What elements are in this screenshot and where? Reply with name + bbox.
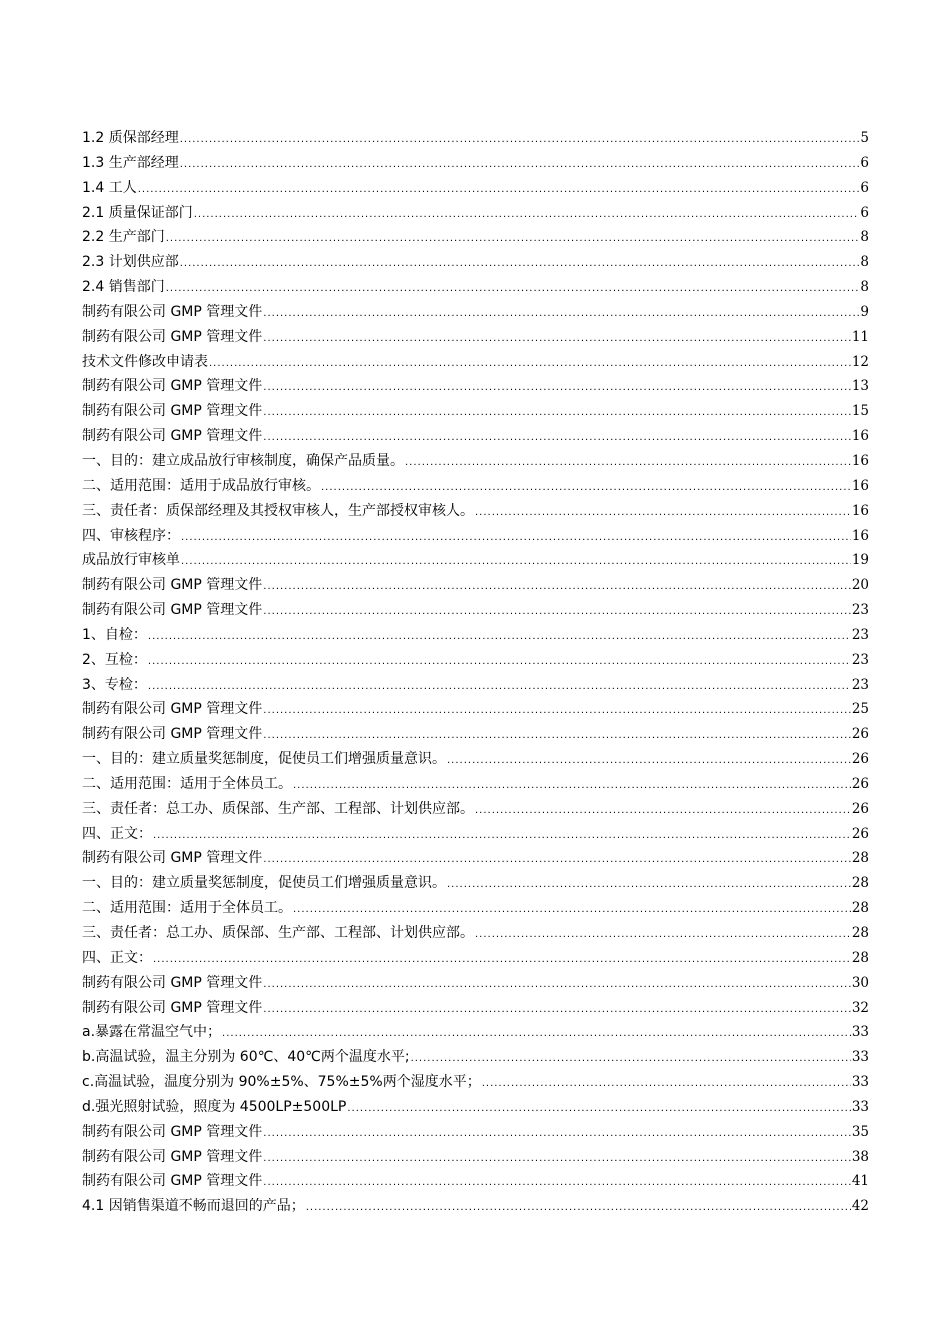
toc-entry-page-number: 16 xyxy=(851,452,869,469)
toc-dot-leader xyxy=(447,873,851,898)
toc-entry[interactable] xyxy=(82,971,869,996)
toc-entry-page-number: 32 xyxy=(851,999,869,1016)
toc-entry[interactable] xyxy=(82,722,869,747)
toc-dot-leader xyxy=(194,203,860,228)
toc-dot-leader xyxy=(475,923,851,948)
toc-entry-page-number: 8 xyxy=(860,279,869,296)
toc-entry-page-number: 6 xyxy=(860,204,869,221)
toc-entry-page-number: 33 xyxy=(851,1024,869,1041)
toc-entry[interactable] xyxy=(82,673,869,698)
toc-entry-page-number: 13 xyxy=(851,378,869,395)
toc-entry-page-number: 16 xyxy=(851,477,869,494)
toc-entry-page-number: 35 xyxy=(851,1123,869,1140)
toc-entry-title: b.高温试验，温主分别为 60℃、40℃两个温度水平; xyxy=(82,1049,410,1066)
toc-entry-title: 制药有限公司 GMP 管理文件 xyxy=(82,1123,263,1140)
toc-entry-title: 技术文件修改申请表 xyxy=(82,353,208,370)
toc-entry-title: 制药有限公司 GMP 管理文件 xyxy=(82,328,263,345)
toc-dot-leader xyxy=(263,600,851,625)
toc-entry[interactable] xyxy=(82,747,869,772)
toc-dot-leader xyxy=(306,1196,851,1221)
toc-dot-leader xyxy=(263,1122,851,1147)
toc-entry-page-number: 12 xyxy=(851,353,869,370)
toc-entry[interactable] xyxy=(82,1045,869,1070)
toc-entry-title: 1、自检： xyxy=(82,626,147,643)
toc-entry-title: 2.3 计划供应部 xyxy=(82,254,179,271)
toc-entry-page-number: 16 xyxy=(851,527,869,544)
toc-entry-page-number: 23 xyxy=(851,676,869,693)
toc-entry-title: 制药有限公司 GMP 管理文件 xyxy=(82,974,263,991)
toc-dot-leader xyxy=(263,848,851,873)
toc-entry[interactable] xyxy=(82,374,869,399)
toc-dot-leader xyxy=(475,501,851,526)
toc-entry[interactable] xyxy=(82,300,869,325)
toc-dot-leader xyxy=(263,699,851,724)
toc-entry[interactable] xyxy=(82,946,869,971)
toc-entry-page-number: 15 xyxy=(851,403,869,420)
toc-entry[interactable] xyxy=(82,151,869,176)
toc-entry-title: 制药有限公司 GMP 管理文件 xyxy=(82,850,263,867)
toc-dot-leader xyxy=(181,526,851,551)
toc-entry[interactable] xyxy=(82,697,869,722)
toc-entry[interactable] xyxy=(82,126,869,151)
toc-dot-leader xyxy=(411,1047,851,1072)
toc-entry-title: 三、责任者：总工办、质保部、生产部、工程部、计划供应部。 xyxy=(82,925,474,941)
toc-entry-page-number: 23 xyxy=(851,651,869,668)
toc-dot-leader xyxy=(153,824,851,849)
toc-entry[interactable] xyxy=(82,275,869,300)
toc-dot-leader xyxy=(263,1147,851,1172)
toc-entry[interactable] xyxy=(82,1095,869,1120)
toc-entry-title: c.高温试验，温度分别为 90%±5%、75%±5%两个湿度水平； xyxy=(82,1074,481,1091)
toc-entry-title: 制药有限公司 GMP 管理文件 xyxy=(82,726,263,743)
toc-entry-title: 二、适用范围：适用于成品放行审核。 xyxy=(82,477,320,494)
toc-dot-leader xyxy=(263,575,851,600)
toc-entry-title: 四、审核程序： xyxy=(82,527,180,544)
toc-dot-leader xyxy=(153,948,851,973)
toc-entry-title: 制药有限公司 GMP 管理文件 xyxy=(82,577,263,594)
toc-entry[interactable] xyxy=(82,1070,869,1095)
toc-entry-page-number: 42 xyxy=(851,1198,869,1215)
toc-entry[interactable] xyxy=(82,499,869,524)
toc-entry-title: 制药有限公司 GMP 管理文件 xyxy=(82,303,263,320)
toc-entry-page-number: 6 xyxy=(860,179,869,196)
toc-entry-page-number: 26 xyxy=(851,726,869,743)
toc-entry[interactable] xyxy=(82,846,869,871)
toc-dot-leader xyxy=(166,277,860,302)
toc-entry-page-number: 38 xyxy=(851,1148,869,1165)
toc-entry[interactable] xyxy=(82,996,869,1021)
toc-entry[interactable] xyxy=(82,598,869,623)
toc-entry-title: 制药有限公司 GMP 管理文件 xyxy=(82,701,263,718)
toc-entry[interactable] xyxy=(82,399,869,424)
toc-dot-leader xyxy=(263,327,851,352)
toc-entry-page-number: 23 xyxy=(851,626,869,643)
toc-entry[interactable] xyxy=(82,1145,869,1170)
toc-entry[interactable] xyxy=(82,449,869,474)
toc-entry[interactable] xyxy=(82,325,869,350)
toc-entry-title: 一、目的：建立质量奖惩制度，促使员工们增强质量意识。 xyxy=(82,875,446,892)
toc-entry-title: d.强光照射试验，照度为 4500LP±500LP xyxy=(82,1098,347,1115)
toc-entry-page-number: 8 xyxy=(860,229,869,246)
toc-dot-leader xyxy=(180,128,860,153)
toc-dot-leader xyxy=(475,799,851,824)
toc-entry-title: 成品放行审核单 xyxy=(82,552,180,569)
toc-entry[interactable] xyxy=(82,822,869,847)
toc-entry-page-number: 9 xyxy=(860,303,869,320)
toc-entry[interactable] xyxy=(82,921,869,946)
toc-entry-page-number: 6 xyxy=(860,154,869,171)
toc-entry-page-number: 28 xyxy=(851,850,869,867)
toc-dot-leader xyxy=(447,749,851,774)
toc-entry[interactable] xyxy=(82,225,869,250)
toc-entry[interactable] xyxy=(82,1020,869,1045)
toc-entry-title: 2.4 销售部门 xyxy=(82,279,165,296)
toc-entry-title: 2.1 质量保证部门 xyxy=(82,204,193,221)
toc-dot-leader xyxy=(293,774,851,799)
toc-entry-title: 制药有限公司 GMP 管理文件 xyxy=(82,1148,263,1165)
toc-entry-title: 三、责任者：质保部经理及其授权审核人，生产部授权审核人。 xyxy=(82,502,474,519)
toc-dot-leader xyxy=(263,426,851,451)
toc-entry[interactable] xyxy=(82,896,869,921)
toc-entry-title: 4.1 因销售渠道不畅而退回的产品； xyxy=(82,1198,305,1215)
toc-entry[interactable] xyxy=(82,201,869,226)
toc-dot-leader xyxy=(263,973,851,998)
toc-entry-page-number: 23 xyxy=(851,602,869,619)
toc-entry-title: 制药有限公司 GMP 管理文件 xyxy=(82,428,263,445)
toc-entry[interactable] xyxy=(82,1169,869,1194)
toc-entry-page-number: 26 xyxy=(851,775,869,792)
toc-entry[interactable] xyxy=(82,176,869,201)
toc-entry-title: 一、目的：建立成品放行审核制度，确保产品质量。 xyxy=(82,452,404,469)
toc-entry-title: 制药有限公司 GMP 管理文件 xyxy=(82,602,263,619)
toc-entry[interactable] xyxy=(82,797,869,822)
toc-entry[interactable] xyxy=(82,871,869,896)
toc-dot-leader xyxy=(148,650,851,675)
toc-entry-page-number: 16 xyxy=(851,502,869,519)
toc-entry-page-number: 8 xyxy=(860,254,869,271)
toc-dot-leader xyxy=(209,352,851,377)
toc-entry-title: a.暴露在常温空气中； xyxy=(82,1024,222,1041)
toc-entry[interactable] xyxy=(82,648,869,673)
toc-entry-page-number: 25 xyxy=(851,701,869,718)
toc-entry-page-number: 26 xyxy=(851,751,869,768)
toc-entry-title: 1.2 质保部经理 xyxy=(82,130,179,146)
toc-dot-leader xyxy=(181,550,851,575)
toc-entry-page-number: 41 xyxy=(851,1173,869,1190)
toc-entry-title: 制药有限公司 GMP 管理文件 xyxy=(82,403,263,420)
table-of-contents xyxy=(82,126,869,1219)
toc-dot-leader xyxy=(321,476,851,501)
toc-dot-leader xyxy=(263,1171,851,1196)
toc-entry[interactable] xyxy=(82,474,869,499)
toc-dot-leader xyxy=(222,1022,851,1047)
toc-dot-leader xyxy=(148,625,851,650)
toc-dot-leader xyxy=(293,898,851,923)
toc-entry-page-number: 11 xyxy=(851,328,869,345)
toc-entry-title: 制药有限公司 GMP 管理文件 xyxy=(82,378,263,395)
toc-dot-leader xyxy=(263,401,851,426)
toc-entry-title: 四、正文： xyxy=(82,949,152,966)
toc-dot-leader xyxy=(263,998,851,1023)
toc-entry-title: 四、正文： xyxy=(82,825,152,842)
toc-entry-title: 3、专检： xyxy=(82,676,147,693)
toc-entry[interactable] xyxy=(82,250,869,275)
toc-dot-leader xyxy=(263,724,851,749)
toc-dot-leader xyxy=(263,376,851,401)
toc-entry-page-number: 5 xyxy=(860,130,869,146)
toc-dot-leader xyxy=(166,227,860,252)
toc-entry-page-number: 30 xyxy=(851,974,869,991)
toc-entry-title: 2、互检： xyxy=(82,651,147,668)
toc-entry-page-number: 33 xyxy=(851,1098,869,1115)
toc-entry[interactable] xyxy=(82,548,869,573)
toc-entry[interactable] xyxy=(82,1194,869,1219)
toc-entry-page-number: 28 xyxy=(851,875,869,892)
toc-entry[interactable] xyxy=(82,772,869,797)
toc-entry-page-number: 28 xyxy=(851,949,869,966)
toc-entry-page-number: 33 xyxy=(851,1074,869,1091)
toc-entry-title: 1.4 工人 xyxy=(82,179,137,196)
toc-entry-page-number: 28 xyxy=(851,925,869,941)
toc-entry-page-number: 20 xyxy=(851,577,869,594)
toc-entry[interactable] xyxy=(82,1120,869,1145)
toc-entry[interactable] xyxy=(82,623,869,648)
toc-dot-leader xyxy=(482,1072,851,1097)
toc-entry[interactable] xyxy=(82,424,869,449)
toc-entry-page-number: 26 xyxy=(851,825,869,842)
toc-entry-page-number: 26 xyxy=(851,800,869,817)
toc-entry-page-number: 16 xyxy=(851,428,869,445)
toc-dot-leader xyxy=(180,153,860,178)
toc-entry-page-number: 19 xyxy=(851,552,869,569)
toc-dot-leader xyxy=(347,1097,850,1122)
toc-dot-leader xyxy=(405,451,851,476)
toc-dot-leader xyxy=(180,252,860,277)
toc-entry[interactable] xyxy=(82,350,869,375)
toc-entry-title: 2.2 生产部门 xyxy=(82,229,165,246)
toc-entry-title: 制药有限公司 GMP 管理文件 xyxy=(82,1173,263,1190)
toc-dot-leader xyxy=(263,302,859,327)
toc-entry[interactable] xyxy=(82,573,869,598)
toc-entry[interactable] xyxy=(82,524,869,549)
toc-entry-page-number: 33 xyxy=(851,1049,869,1066)
toc-entry-title: 1.3 生产部经理 xyxy=(82,154,179,171)
toc-entry-title: 二、适用范围：适用于全体员工。 xyxy=(82,775,292,792)
toc-entry-page-number: 28 xyxy=(851,900,869,917)
toc-entry-title: 二、适用范围：适用于全体员工。 xyxy=(82,900,292,917)
toc-entry-title: 一、目的：建立质量奖惩制度，促使员工们增强质量意识。 xyxy=(82,751,446,768)
toc-dot-leader xyxy=(148,675,851,700)
toc-entry-title: 三、责任者：总工办、质保部、生产部、工程部、计划供应部。 xyxy=(82,800,474,817)
toc-dot-leader xyxy=(138,178,860,203)
toc-entry-title: 制药有限公司 GMP 管理文件 xyxy=(82,999,263,1016)
